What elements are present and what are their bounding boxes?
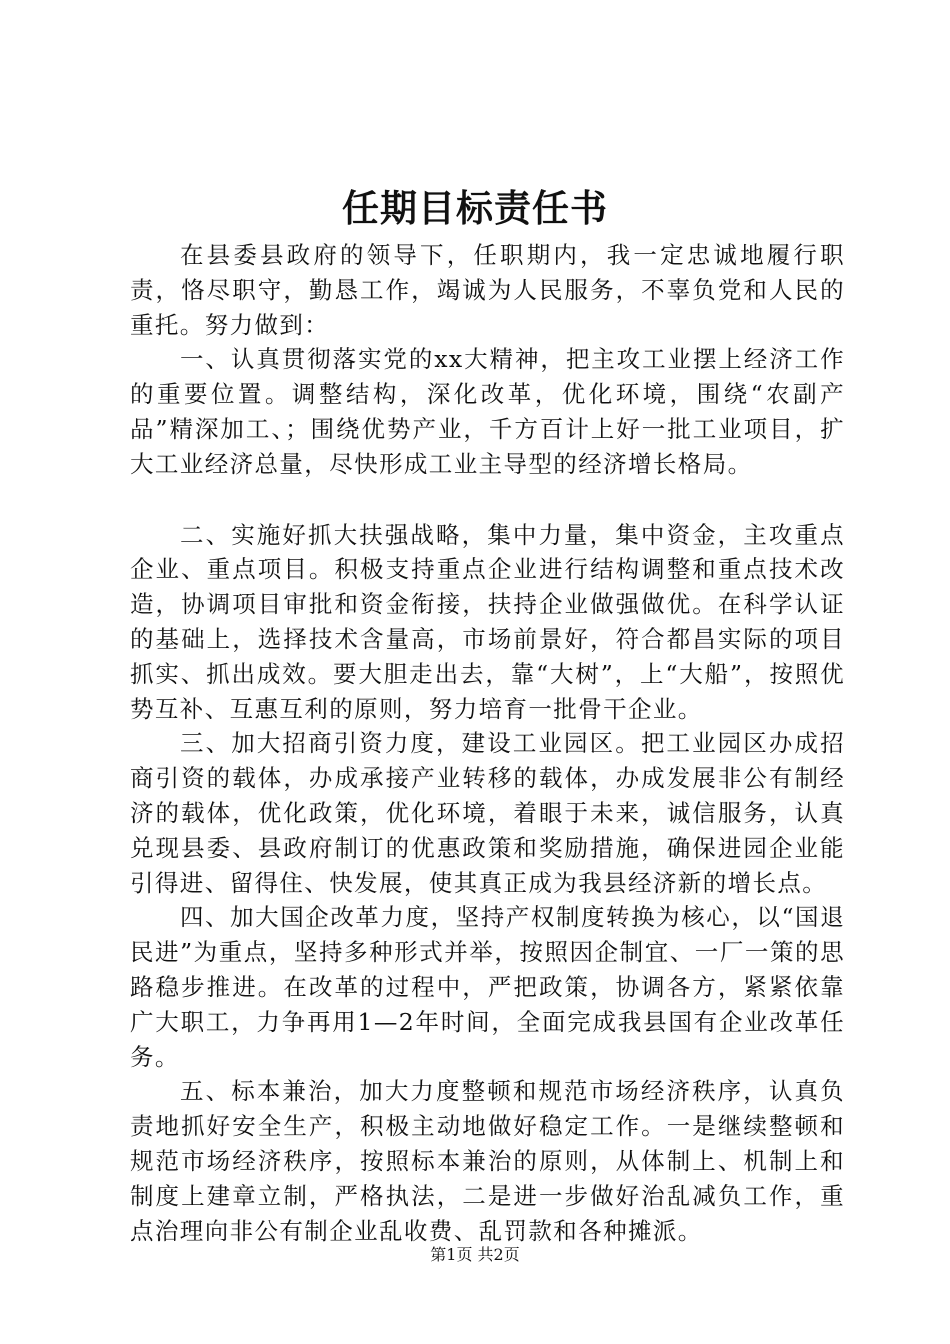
paragraph-item-3: 三、加大招商引资力度，建设工业园区。把工业园区办成招商引资的载体，办成承接产业转移的载体，办成发展非公有制经济的载体，优化政策，优化环境，着眼于未来，诚信服务，认真兑现县委、县政府制订的优惠政策和奖励措施，确保进园企业能引得进、留得住、快发展，使其真正成为我县经济新的增长点。: [130, 729, 845, 897]
paragraph-item-1: 一、认真贯彻落实党的xx大精神，把主攻工业摆上经济工作的重要位置。调整结构，深化改革，优化环境，围绕“农副产品”精深加工、；围绕优势产业，千方百计上好一批工业项目，扩大工业经济总量，尽快形成工业主导型的经济增长格局。: [130, 345, 845, 478]
paragraph-item-2: 二、实施好抓大扶强战略，集中力量，集中资金，主攻重点企业、重点项目。积极支持重点企业进行结构调整和重点技术改造，协调项目审批和资金衔接，扶持企业做强做优。在科学认证的基础上，选择技术含量高，市场前景好，符合都昌实际的项目抓实、抓出成效。要大胆走出去，靠“大树”，上“大船”，按照优势互补、互惠互利的原则，努力培育一批骨干企业。: [130, 520, 845, 723]
document-body: [130, 238, 845, 1248]
paragraph-item-4: 四、加大国企改革力度，坚持产权制度转换为核心，以“国退民进”为重点，坚持多种形式并举，按照因企制宜、一厂一策的思路稳步推进。在改革的过程中，严把政策，协调各方，紧紧依靠广大职工，力争再用1—2年时间，全面完成我县国有企业改革任务。: [130, 903, 845, 1071]
page-footer: 第1页 共2页: [430, 1245, 520, 1264]
page-title: 任期目标责任书: [342, 186, 608, 230]
paragraph-item-5: 五、标本兼治，加大力度整顿和规范市场经济秩序，认真负责地抓好安全生产，积极主动地做好稳定工作。一是继续整顿和规范市场经济秩序，按照标本兼治的原则，从体制上、机制上和制度上建章立制，严格执法，二是进一步做好治乱减负工作，重点治理向非公有制企业乱收费、乱罚款和各种摊派。: [130, 1077, 845, 1245]
paragraph-intro: 在县委县政府的领导下，任职期内，我一定忠诚地履行职责，恪尽职守，勤恳工作，竭诚为人民服务，不辜负党和人民的重托。努力做到：: [130, 241, 845, 339]
